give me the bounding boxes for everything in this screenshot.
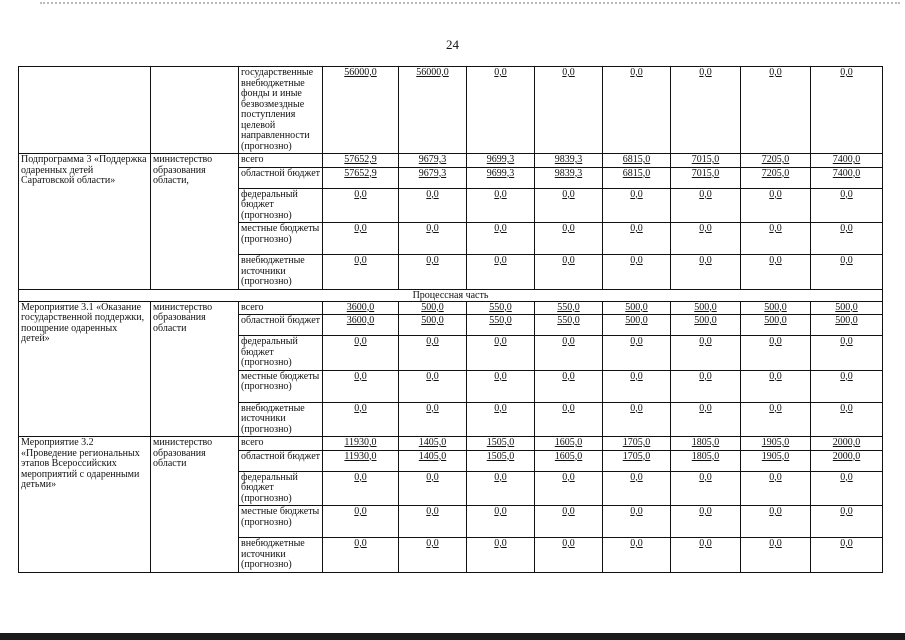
value-cell: 0,0 [741,255,811,290]
value-cell: 0,0 [741,67,811,154]
value-cell: 0,0 [535,370,603,402]
value-cell: 0,0 [603,223,671,255]
funding-source-cell: федеральный бюджет (прогнозно) [239,188,323,223]
funding-source-cell: всего [239,437,323,451]
value-cell: 500,0 [811,301,883,315]
value-cell: 0,0 [467,538,535,573]
value-cell: 0,0 [811,336,883,371]
funding-source-cell: федеральный бюджет (прогнозно) [239,471,323,506]
value-cell: 0,0 [467,370,535,402]
value-cell: 500,0 [399,301,467,315]
value-cell: 1605,0 [535,437,603,451]
value-cell: 550,0 [535,315,603,336]
value-cell: 9699,3 [467,167,535,188]
value-cell: 0,0 [741,188,811,223]
value-cell: 0,0 [671,471,741,506]
funding-source-cell: областной бюджет [239,450,323,471]
value-cell: 1905,0 [741,450,811,471]
value-cell: 0,0 [535,538,603,573]
funding-source-cell: государственные внебюджетные фонды и иные безвозмездные поступления целевой направленности (прогнозно) [239,67,323,154]
value-cell: 1905,0 [741,437,811,451]
value-cell: 0,0 [811,223,883,255]
value-cell: 0,0 [671,370,741,402]
value-cell: 0,0 [399,370,467,402]
value-cell: 500,0 [811,315,883,336]
value-cell: 2000,0 [811,437,883,451]
value-cell: 0,0 [399,336,467,371]
executor-cell: министерство образования области, [151,154,239,290]
value-cell: 0,0 [399,402,467,437]
value-cell: 2000,0 [811,450,883,471]
value-cell: 0,0 [535,67,603,154]
value-cell: 550,0 [467,315,535,336]
value-cell: 6815,0 [603,167,671,188]
value-cell: 0,0 [467,67,535,154]
value-cell: 7400,0 [811,154,883,168]
value-cell: 0,0 [671,188,741,223]
value-cell: 0,0 [741,370,811,402]
value-cell: 0,0 [811,67,883,154]
value-cell: 0,0 [811,471,883,506]
value-cell: 0,0 [741,506,811,538]
value-cell: 500,0 [671,301,741,315]
funding-source-cell: местные бюджеты (прогнозно) [239,506,323,538]
value-cell: 56000,0 [399,67,467,154]
value-cell: 0,0 [535,471,603,506]
value-cell: 0,0 [399,471,467,506]
funding-source-cell: местные бюджеты (прогнозно) [239,223,323,255]
value-cell: 0,0 [467,336,535,371]
value-cell: 1405,0 [399,450,467,471]
value-cell: 0,0 [603,402,671,437]
value-cell: 9679,3 [399,154,467,168]
value-cell: 0,0 [741,538,811,573]
funding-source-cell: внебюджетные источники (прогнозно) [239,402,323,437]
bottom-scan-edge [0,633,905,640]
value-cell: 7015,0 [671,167,741,188]
table-row [19,67,883,154]
value-cell: 7205,0 [741,154,811,168]
value-cell: 11930,0 [323,450,399,471]
value-cell: 0,0 [535,506,603,538]
value-cell: 0,0 [467,255,535,290]
value-cell: 0,0 [323,223,399,255]
value-cell: 1805,0 [671,437,741,451]
value-cell: 0,0 [603,471,671,506]
value-cell: 550,0 [535,301,603,315]
value-cell: 0,0 [741,223,811,255]
table-row [19,437,883,451]
value-cell: 0,0 [399,506,467,538]
value-cell: 500,0 [603,301,671,315]
value-cell: 0,0 [671,506,741,538]
value-cell: 1805,0 [671,450,741,471]
value-cell: 56000,0 [323,67,399,154]
value-cell: 0,0 [671,336,741,371]
value-cell: 9679,3 [399,167,467,188]
value-cell: 0,0 [603,188,671,223]
value-cell: 0,0 [399,255,467,290]
value-cell: 0,0 [399,188,467,223]
value-cell: 1405,0 [399,437,467,451]
section-header-row [19,289,883,301]
value-cell: 0,0 [323,402,399,437]
value-cell: 0,0 [535,336,603,371]
value-cell: 57652,9 [323,167,399,188]
value-cell: 500,0 [741,301,811,315]
value-cell: 0,0 [603,506,671,538]
value-cell: 7015,0 [671,154,741,168]
value-cell: 0,0 [811,402,883,437]
section-header: Процессная часть [19,289,883,301]
value-cell: 57652,9 [323,154,399,168]
top-edge-dots [40,2,900,6]
value-cell: 1505,0 [467,450,535,471]
value-cell: 0,0 [741,471,811,506]
funding-source-cell: федеральный бюджет (прогнозно) [239,336,323,371]
value-cell: 0,0 [323,255,399,290]
value-cell: 6815,0 [603,154,671,168]
funding-source-cell: всего [239,301,323,315]
value-cell: 0,0 [671,67,741,154]
value-cell: 500,0 [399,315,467,336]
value-cell: 0,0 [399,223,467,255]
value-cell: 0,0 [323,471,399,506]
value-cell: 500,0 [741,315,811,336]
executor-cell: министерство образования области [151,437,239,573]
value-cell: 0,0 [603,370,671,402]
value-cell: 0,0 [603,538,671,573]
value-cell: 0,0 [323,336,399,371]
value-cell: 0,0 [671,255,741,290]
funding-source-cell: внебюджетные источники (прогнозно) [239,538,323,573]
funding-source-cell: внебюджетные источники (прогнозно) [239,255,323,290]
value-cell: 0,0 [535,255,603,290]
value-cell: 0,0 [671,223,741,255]
program-name-cell [19,67,151,154]
value-cell: 0,0 [811,188,883,223]
value-cell: 0,0 [811,370,883,402]
program-name-cell: Мероприятие 3.2 «Проведение региональных этапов Всероссийских мероприятий с одаренными детьми» [19,437,151,573]
value-cell: 0,0 [603,67,671,154]
value-cell: 0,0 [811,538,883,573]
value-cell: 0,0 [399,538,467,573]
program-name-cell: Мероприятие 3.1 «Оказание государственной поддержки, поощрение одаренных детей» [19,301,151,437]
value-cell: 500,0 [671,315,741,336]
value-cell: 0,0 [741,402,811,437]
value-cell: 0,0 [467,471,535,506]
value-cell: 550,0 [467,301,535,315]
funding-source-cell: местные бюджеты (прогнозно) [239,370,323,402]
value-cell: 1705,0 [603,450,671,471]
value-cell: 0,0 [741,336,811,371]
value-cell: 0,0 [467,402,535,437]
value-cell: 11930,0 [323,437,399,451]
executor-cell [151,67,239,154]
value-cell: 0,0 [811,255,883,290]
value-cell: 0,0 [535,223,603,255]
value-cell: 0,0 [603,255,671,290]
value-cell: 7400,0 [811,167,883,188]
value-cell: 500,0 [603,315,671,336]
value-cell: 0,0 [467,188,535,223]
value-cell: 9839,3 [535,167,603,188]
funding-source-cell: всего [239,154,323,168]
value-cell: 0,0 [811,506,883,538]
funding-source-cell: областной бюджет [239,315,323,336]
value-cell: 0,0 [323,538,399,573]
value-cell: 1505,0 [467,437,535,451]
value-cell: 0,0 [535,188,603,223]
value-cell: 0,0 [467,506,535,538]
value-cell: 0,0 [323,188,399,223]
value-cell: 9699,3 [467,154,535,168]
table-row [19,301,883,315]
budget-table [18,66,883,573]
value-cell: 7205,0 [741,167,811,188]
funding-source-cell: областной бюджет [239,167,323,188]
value-cell: 3600,0 [323,315,399,336]
value-cell: 1605,0 [535,450,603,471]
page-number: 24 [446,37,459,52]
value-cell: 0,0 [467,223,535,255]
table-row [19,154,883,168]
value-cell: 0,0 [323,370,399,402]
value-cell: 9839,3 [535,154,603,168]
value-cell: 1705,0 [603,437,671,451]
value-cell: 0,0 [671,402,741,437]
value-cell: 0,0 [603,336,671,371]
value-cell: 0,0 [323,506,399,538]
value-cell: 0,0 [671,538,741,573]
executor-cell: министерство образования области [151,301,239,437]
value-cell: 3600,0 [323,301,399,315]
program-name-cell: Подпрограмма 3 «Поддержка одаренных детей Саратовской области» [19,154,151,290]
value-cell: 0,0 [535,402,603,437]
